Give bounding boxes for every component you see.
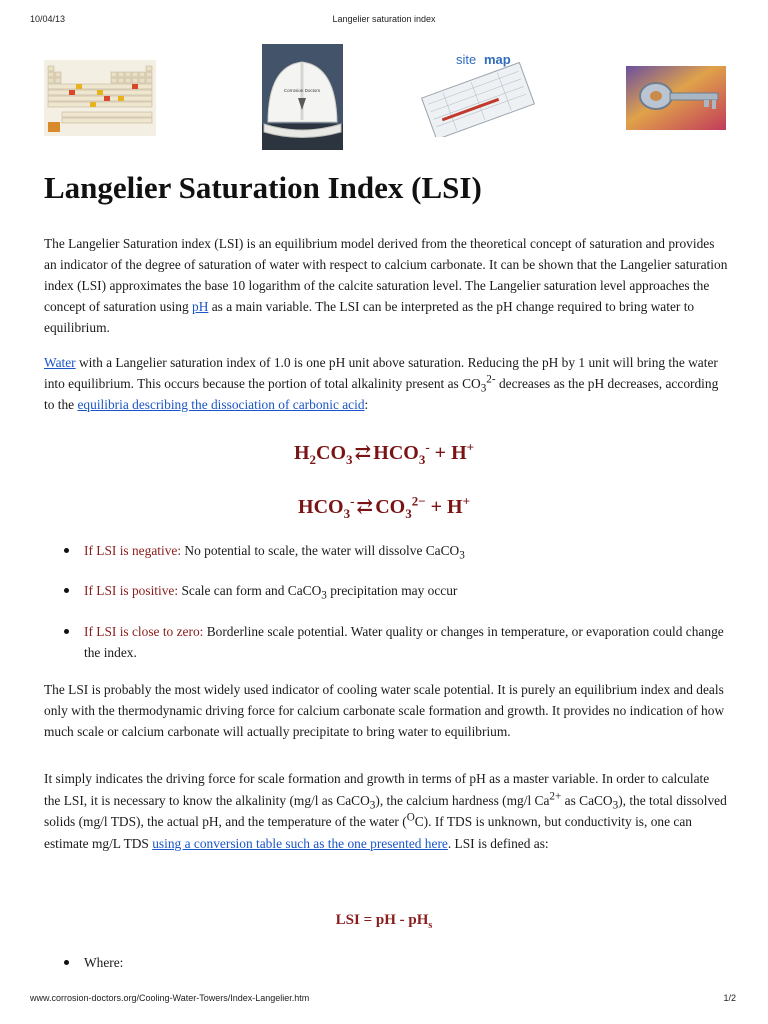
bullet-label: If LSI is positive: <box>84 583 179 598</box>
print-footer <box>0 993 768 1007</box>
water-paragraph <box>44 352 728 415</box>
lsi-usage-paragraph: The LSI is probably the most widely used indicator of cooling water scale potential. It is purely an equilibrium index and deals only with the thermodynamic driving force for calcium carbonate scale formation and growth. It provides no indication of how much scale or calcium carbonate will actually precipitate to bring water to equilibrium. <box>44 682 725 739</box>
intro-text-end: as a main variable. The LSI can be interpreted as the pH change required to bring water to equilibrium. <box>44 299 695 335</box>
list-item <box>64 952 724 973</box>
co3-superscript: 2- <box>486 373 496 386</box>
site-map-label-map: map <box>484 52 511 67</box>
water-text-c: : <box>364 397 369 412</box>
equilibrium-arrow-icon: ⇄ <box>354 442 372 464</box>
hard-hat-label: Corrosion Doctors <box>283 88 321 93</box>
list-item: If LSI is negative: No potential to scale, the water will dissolve CaCO$_3$ <box>64 540 724 561</box>
print-url: www.corrosion-doctors.org/Cooling-Water-Towers/Index-Langelier.htm <box>30 993 310 1003</box>
periodic-table-thumbnail[interactable] <box>44 60 156 136</box>
site-map-thumbnail[interactable] <box>418 45 538 137</box>
bullet-icon <box>64 588 69 593</box>
hard-hat-thumbnail[interactable] <box>262 44 343 150</box>
where-label: Where: <box>84 955 124 970</box>
print-title: Langelier saturation index <box>332 14 436 24</box>
equation-carbonic-acid: $H_2CO_3$ ⇄ $HCO_3^- + H^+$ <box>293 439 475 467</box>
equation-bicarbonate: $HCO_3^-$ ⇄ $CO_3^{2-} + H^+$ <box>298 493 470 521</box>
print-date: 10/04/13 <box>30 14 66 24</box>
site-map-label-site: site <box>456 52 477 67</box>
bullet-label: If LSI is negative: <box>84 543 182 558</box>
list-item: If LSI is close to zero: Borderline scale potential. Water quality or changes in temperature, or evaporation could change the index. <box>64 621 724 663</box>
bullet-icon <box>64 548 69 553</box>
intro-text: The Langelier Saturation index (LSI) is an equilibrium model derived from the theoretical concept of saturation and provides an indicator of the degree of saturation of water with respect to calcium carbonate. It can be shown that the Langelier saturation index (LSI) approximates the base 10 logarithm of the calcite saturation level. The Langelier saturation level approaches the concept of saturation using <box>44 236 728 314</box>
co3-subscript: 3 <box>480 382 487 395</box>
water-text-b: decreases as the pH decreases, according to the <box>44 376 719 412</box>
conversion-table-link[interactable]: using a conversion table such as the one presented here <box>152 835 448 851</box>
water-link[interactable]: Water <box>44 355 76 370</box>
print-header <box>0 14 768 28</box>
lsi-calculation-paragraph: It simply indicates the driving force for scale formation and growth in terms of pH as a master variable. In order to calculate the LSI, it is necessary to know the alkalinity (mg/l as CaCO$_3$), the calcium hardness (mg/l $Ca^{2+}$ as CaCO$_3$), the total dissolved solids (mg/l TDS), the actual pH, and the temperature of the water ($^O$C). If TDS is unknown, but conductivity is, one can estimate mg/L TDS using a conversion table such as the one presented here. LSI is defined as: <box>44 771 727 851</box>
list-item: If LSI is positive: Scale can form and CaCO$_3$ precipitation may occur <box>64 580 724 601</box>
page-title: Langelier Saturation Index (LSI) <box>44 170 482 205</box>
lsi-formula: LSI = pH - $pH_s$ <box>335 912 433 931</box>
equilibria-link[interactable]: equilibria describing the dissociation of carbonic acid <box>77 397 365 412</box>
intro-paragraph <box>44 233 728 338</box>
page-number: 1/2 <box>723 993 736 1003</box>
key-thumbnail[interactable] <box>626 66 726 130</box>
bullet-label: If LSI is close to zero: <box>84 624 204 639</box>
water-text-a: with a Langelier saturation index of 1.0 is one pH unit above saturation. Reducing the pH by 1 unit will bring the water into equilibrium. This occurs because the portion of total alkalinity present as CO <box>44 355 718 391</box>
equilibrium-arrow-icon: ⇄ <box>356 496 374 518</box>
bullet-icon <box>64 960 69 965</box>
bullet-icon <box>64 629 69 634</box>
ph-link[interactable]: pH <box>192 299 209 314</box>
